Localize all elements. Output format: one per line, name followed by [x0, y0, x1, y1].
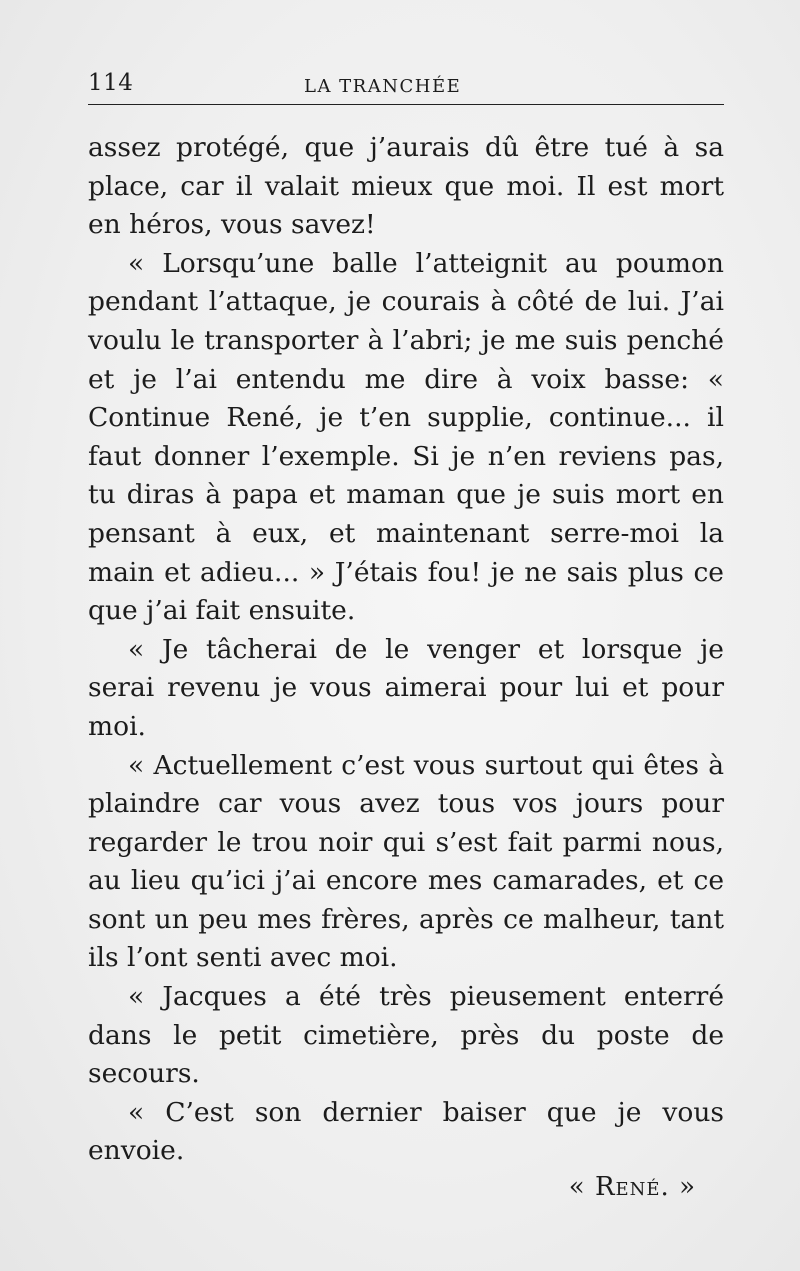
signature: « René. »: [568, 1172, 696, 1202]
page-header: [88, 66, 724, 106]
paragraph: « Je tâcherai de le venger et lorsque je serai revenu je vous aimerai pour lui et pour moi.: [88, 633, 724, 742]
body-text: [88, 129, 724, 1171]
paragraph: « C’est son dernier baiser que je vous envoie.: [88, 1096, 724, 1167]
paragraph: « Lorsqu’une balle l’atteignit au poumon pendant l’attaque, je courais à côté de lui. J’ai voulu le transporter à l’abri; je me suis penché et je l’ai entendu me dire à voix basse: « Continue René, je t’en supplie, continue... il faut donner l’exemple. Si je n’en reviens pas, tu diras à papa et maman que je suis mort en pensant à eux, et maintenant serre-moi la main et adieu... » J’étais fou! je ne sais plus ce que j’ai fait ensuite.: [88, 247, 724, 627]
paragraph: « Actuellement c’est vous surtout qui êtes à plaindre car vous avez tous vos jours pour regarder le trou noir qui s’est fait parmi nous, au lieu qu’ici j’ai encore mes camarades, et ce sont un peu mes frères, après ce malheur, tant ils l’ont senti avec moi.: [88, 749, 724, 974]
running-title: LA TRANCHÉE: [304, 76, 462, 97]
paragraph: « Jacques a été très pieusement enterré dans le petit cimetière, près du poste de secours.: [88, 981, 724, 1090]
page-number: 114: [88, 70, 134, 96]
paragraph: assez protégé, que j’aurais dû être tué à sa place, car il valait mieux que moi. Il est mort en héros, vous savez!: [88, 132, 724, 241]
header-rule: [88, 104, 724, 105]
